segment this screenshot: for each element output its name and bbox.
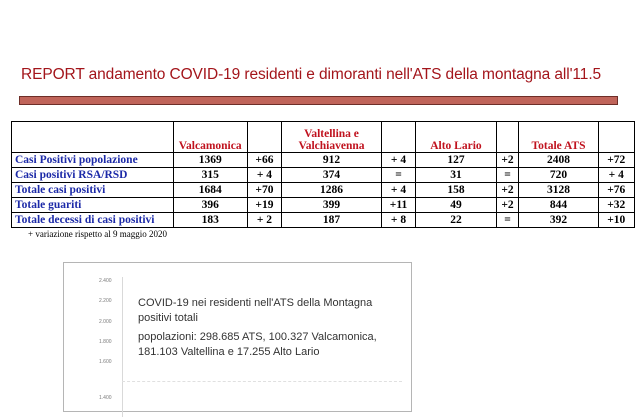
- header-delta-cell: [381, 122, 416, 153]
- table-cell: +32: [598, 198, 634, 213]
- plot-axis-line: [122, 277, 123, 417]
- table-row: [12, 198, 635, 213]
- table-cell: 158: [416, 183, 496, 198]
- table-cell: 127: [416, 153, 496, 168]
- table-cell: 2408: [519, 153, 598, 168]
- table-cell: +10: [598, 213, 634, 228]
- table-cell: 1369: [173, 153, 247, 168]
- header-valtellina: Valtellina e Valchiavenna: [282, 122, 381, 153]
- table-cell: 396: [173, 198, 247, 213]
- header-alto-lario: Alto Lario: [416, 122, 496, 153]
- y-tick-label: 1.800: [99, 339, 112, 345]
- table-cell: 22: [416, 213, 496, 228]
- table-cell: 720: [519, 168, 598, 183]
- table-cell: + 4: [598, 168, 634, 183]
- header-empty-cell: [12, 122, 174, 153]
- table-cell: =: [381, 168, 416, 183]
- table-cell: + 8: [381, 213, 416, 228]
- y-tick-label: 2.400: [99, 278, 112, 284]
- table-cell: 49: [416, 198, 496, 213]
- row-label: Totale casi positivi: [12, 183, 174, 198]
- table-cell: +2: [496, 183, 519, 198]
- table-cell: +19: [247, 198, 282, 213]
- row-label: Casi positivi RSA/RSD: [12, 168, 174, 183]
- table-cell: +2: [496, 153, 519, 168]
- table-cell: 3128: [519, 183, 598, 198]
- table-cell: + 2: [247, 213, 282, 228]
- table-cell: + 4: [247, 168, 282, 183]
- footnote: + variazione rispetto al 9 maggio 2020: [28, 229, 168, 239]
- header-valcamonica: Valcamonica: [173, 122, 247, 153]
- table-row: [12, 213, 635, 228]
- table-header-row: [12, 122, 635, 153]
- table-cell: 399: [282, 198, 381, 213]
- header-delta-cell: [598, 122, 634, 153]
- table-cell: + 4: [381, 153, 416, 168]
- report-title: REPORT andamento COVID-19 residenti e dimoranti nell'ATS della montagna all'11.5: [21, 66, 602, 83]
- y-tick-label: 2.000: [99, 319, 112, 325]
- table-cell: +2: [496, 198, 519, 213]
- row-label: Totale guariti: [12, 198, 174, 213]
- table-cell: + 4: [381, 183, 416, 198]
- table-row: [12, 153, 635, 168]
- row-label: Totale decessi di casi positivi: [12, 213, 174, 228]
- header-delta-cell: [496, 122, 519, 153]
- table-cell: +11: [381, 198, 416, 213]
- table-cell: +70: [247, 183, 282, 198]
- table-cell: 31: [416, 168, 496, 183]
- table-cell: 392: [519, 213, 598, 228]
- header-delta-cell: [247, 122, 282, 153]
- y-tick-label: 1.600: [99, 359, 112, 365]
- table-cell: 912: [282, 153, 381, 168]
- y-tick-label: 1.400: [99, 395, 112, 401]
- plot-gridline: [122, 381, 402, 382]
- table-cell: +72: [598, 153, 634, 168]
- table-cell: +76: [598, 183, 634, 198]
- annotation-line: COVID-19 nei residenti nell'ATS della Montagna: [138, 297, 373, 309]
- row-label: Casi Positivi popolazione: [12, 153, 174, 168]
- report-table: [11, 121, 635, 228]
- annotation-line: popolazioni: 298.685 ATS, 100.327 Valcamonica,: [138, 331, 377, 343]
- chart-annotation: [138, 296, 377, 360]
- table-cell: 183: [173, 213, 247, 228]
- table-cell: 374: [282, 168, 381, 183]
- table-cell: 187: [282, 213, 381, 228]
- annotation-line: positivi totali: [138, 312, 198, 324]
- table-cell: =: [496, 213, 519, 228]
- table-cell: 315: [173, 168, 247, 183]
- table-cell: =: [496, 168, 519, 183]
- table-row: [12, 183, 635, 198]
- table-row: [12, 168, 635, 183]
- header-totale-ats: Totale ATS: [519, 122, 598, 153]
- title-divider-bar: [19, 96, 618, 105]
- table-cell: 1286: [282, 183, 381, 198]
- table-cell: 844: [519, 198, 598, 213]
- table-cell: 1684: [173, 183, 247, 198]
- annotation-line: 181.103 Valtellina e 17.255 Alto Lario: [138, 346, 320, 358]
- table-cell: +66: [247, 153, 282, 168]
- y-tick-label: 2.200: [99, 298, 112, 304]
